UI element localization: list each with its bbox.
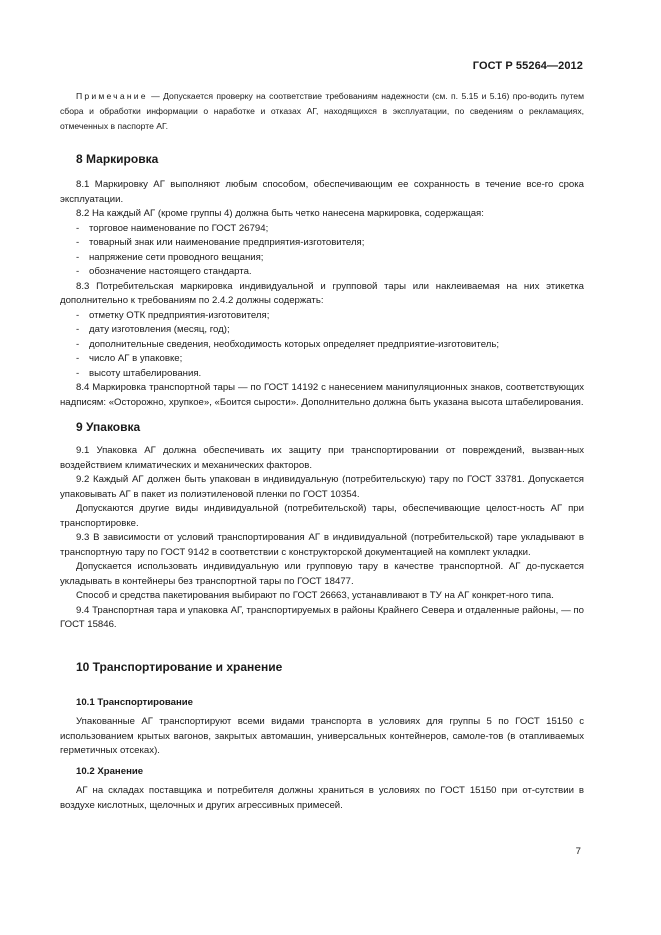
paragraph-9-4: 9.4 Транспортная тара и упаковка АГ, транспортируемых в районы Крайнего Севера и отдаленные районы, — по ГОСТ 15846.	[60, 604, 584, 630]
paragraph-8-3: 8.3 Потребительская маркировка индивидуальной и групповой тары или наклеиваемая на них этикетка дополнительно к требованиям по 2.4.2 должны содержать:	[60, 280, 584, 306]
section-9-heading: 9 Упаковка	[76, 420, 141, 434]
list-item: - отметку ОТК предприятия-изготовителя;	[76, 309, 270, 321]
subsection-10-1-heading: 10.1 Транспортирование	[76, 697, 193, 708]
list-item: - товарный знак или наименование предприятия-изготовителя;	[76, 237, 365, 248]
list-item: - число АГ в упаковке;	[76, 353, 183, 364]
paragraph-10-2: АГ на складах поставщика и потребителя должны храниться в условиях по ГОСТ 15150 при от-сутствии в воздухе кислотных, щелочных и других агрессивных примесей.	[60, 785, 584, 811]
subsection-10-2-heading: 10.2 Хранение	[76, 766, 144, 777]
note-label: Примечание	[76, 91, 148, 101]
subsection-10-1-body	[60, 715, 584, 759]
section-8-heading: 8 Маркировка	[76, 152, 159, 166]
note-paragraph	[60, 89, 584, 134]
list-item: - обозначение настоящего стандарта.	[76, 266, 252, 277]
section-9-body	[60, 444, 584, 633]
list-item: - торговое наименование по ГОСТ 26794;	[76, 222, 269, 234]
paragraph-9-2: 9.2 Каждый АГ должен быть упакован в индивидуальную (потребительскую) тару по ГОСТ 33781. Допускается упаковывать АГ в пакет из полиэтиленовой пленки по ГОСТ 10354.	[60, 474, 584, 500]
paragraph-9-1: 9.1 Упаковка АГ должна обеспечивать их защиту при транспортировании от повреждений, вызван-ных воздействием климатических и механических факторов.	[60, 445, 584, 471]
paragraph-8-1: 8.1 Маркировку АГ выполняют любым способом, обеспечивающим ее сохранность в течение все-го срока эксплуатации.	[60, 179, 584, 205]
section-10-heading: 10 Транспортирование и хранение	[76, 660, 283, 674]
list-item: - дополнительные сведения, необходимость которых определяет предприятие-изготовитель;	[76, 338, 499, 350]
paragraph-9-3: 9.3 В зависимости от условий транспортирования АГ в индивидуальной (потребительской) таре укладывают в транспортную тару по ГОСТ 9142 в соответствии с конструкторской документацией на комплект укладки.	[60, 532, 584, 558]
list-item: - дату изготовления (месяц, год);	[76, 324, 230, 335]
note-text: — Допускается проверку на соответствие требованиям надежности (см. п. 5.15 и 5.16) про-водить путем сбора и обработки информации о наработке и отказах АГ, находящихся в эксплуатации, по сведениям о рекламациях, отмеченных в паспорте АГ.	[60, 91, 584, 131]
page-number: 7	[575, 846, 581, 857]
paragraph-8-2: 8.2 На каждый АГ (кроме группы 4) должна быть четко нанесена маркировка, содержащая:	[76, 208, 484, 219]
list-item: - напряжение сети проводного вещания;	[76, 251, 264, 263]
section-8-body	[60, 178, 584, 410]
paragraph-10-1: Упакованные АГ транспортируют всеми видами транспорта в условиях для группы 5 по ГОСТ 15150 с использованием крытых вагонов, закрытых автомашин, универсальных контейнеров, самоле-тов (в отапливаемых герметичных отсеках).	[60, 716, 584, 756]
paragraph-8-4: 8.4 Маркировка транспортной тары — по ГОСТ 14192 с нанесением манипуляционных знаков, соответствующих надписям: «Осторожно, хрупкое», «Боится сырости». Дополнительно должна быть указана высота штабелирования.	[60, 382, 584, 408]
paragraph-9-3-method: Способ и средства пакетирования выбирают по ГОСТ 26663, устанавливают в ТУ на АГ конкрет-ного типа.	[76, 590, 554, 601]
paragraph-9-3-cont: Допускается использовать индивидуальную или групповую тару в качестве транспортной. АГ до-пускается укладывать в контейнеры без транспортной тары по ГОСТ 18477.	[60, 561, 584, 587]
list-item: - высоту штабелирования.	[76, 367, 202, 379]
document-code: ГОСТ Р 55264—2012	[472, 60, 583, 72]
paragraph-9-2-cont: Допускаются другие виды индивидуальной (потребительской) тары, обеспечивающие целост-ность АГ при транспортировке.	[60, 503, 584, 529]
subsection-10-2-body	[60, 784, 584, 813]
